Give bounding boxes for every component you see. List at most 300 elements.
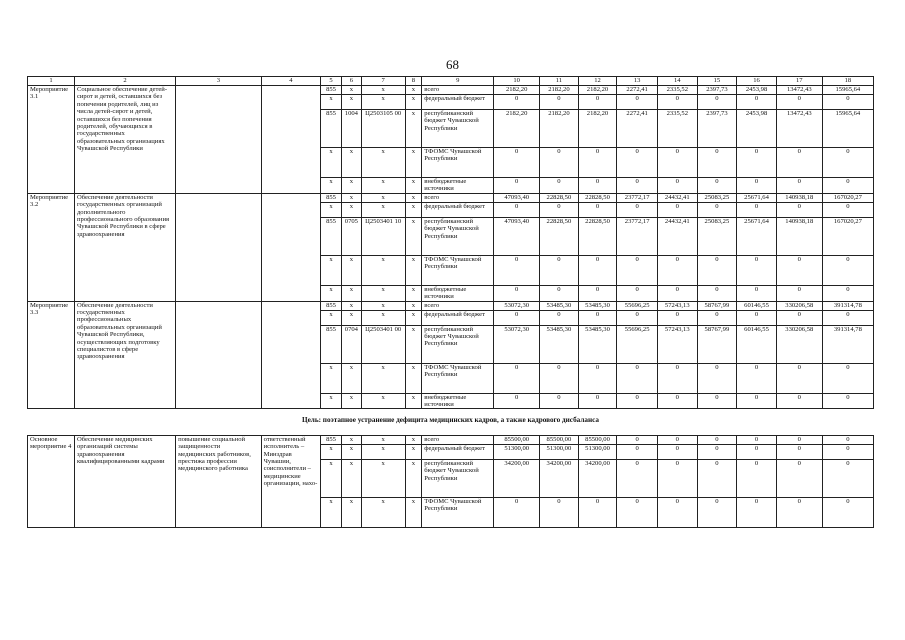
expense-type-code: x (405, 393, 422, 409)
funding-source: федеральный бюджет (422, 310, 494, 325)
amount-cell: 0 (776, 95, 822, 110)
amount-cell: 0 (737, 310, 777, 325)
amount-cell: 53485,30 (540, 325, 579, 363)
amount-cell: 0 (578, 285, 617, 301)
table-body (28, 77, 874, 528)
grbs-code: x (321, 393, 342, 409)
funding-source: ТФОМС Чувашской Республики (422, 148, 494, 178)
section-code: x (341, 255, 361, 285)
amount-cell: 0 (657, 363, 697, 393)
amount-cell: 0 (494, 497, 540, 527)
event-block-2-expected-result (176, 193, 262, 301)
funding-source: всего (422, 86, 494, 95)
funding-source: внебюджетные источники (422, 178, 494, 194)
amount-cell: 22828,50 (578, 217, 617, 255)
amount-cell: 0 (657, 95, 697, 110)
amount-cell: 0 (494, 363, 540, 393)
event-block-3-description: Обеспечение деятельности государственных профессиональных образовательных организаций Чувашской Республики, осуществляющих подготовку специалистов в сфере здравоохранения (74, 301, 175, 409)
expense-type-code: x (405, 435, 422, 444)
amount-cell: 0 (540, 363, 579, 393)
amount-cell: 60146,55 (737, 325, 777, 363)
main-event-4-row (28, 435, 874, 444)
grbs-code: 855 (321, 301, 342, 310)
section-code: 1004 (341, 110, 361, 148)
target-article-code: Ц2503105 00 (361, 110, 405, 148)
amount-cell: 0 (822, 285, 873, 301)
column-number-10: 10 (494, 77, 540, 86)
section-code: x (341, 202, 361, 217)
expense-type-code: x (405, 148, 422, 178)
amount-cell: 25083,25 (697, 217, 737, 255)
amount-cell: 51300,00 (578, 444, 617, 459)
section-code: x (341, 178, 361, 194)
amount-cell: 0 (776, 444, 822, 459)
amount-cell: 0 (494, 202, 540, 217)
section-code: x (341, 301, 361, 310)
amount-cell: 0 (737, 459, 777, 497)
amount-cell: 0 (822, 95, 873, 110)
target-article-code: x (361, 459, 405, 497)
amount-cell: 58767,99 (697, 325, 737, 363)
funding-source: федеральный бюджет (422, 95, 494, 110)
amount-cell: 0 (657, 310, 697, 325)
amount-cell: 0 (617, 148, 658, 178)
funding-source: внебюджетные источники (422, 285, 494, 301)
funding-source: республиканский бюджет Чувашской Республики (422, 217, 494, 255)
amount-cell: 0 (617, 497, 658, 527)
target-article-code: x (361, 285, 405, 301)
event-block-2-code: Мероприятие 3.2 (28, 193, 75, 301)
amount-cell: 0 (822, 310, 873, 325)
amount-cell: 0 (822, 393, 873, 409)
amount-cell: 140938,18 (776, 193, 822, 202)
amount-cell: 47093,40 (494, 217, 540, 255)
funding-source: ТФОМС Чувашской Республики (422, 363, 494, 393)
event-block-1-description: Социальное обеспечение детей-сирот и детей, оставшихся без попечения родителей, лиц из числа детей-сирот и детей, оставшихся без попечения родителей, обучающихся в государственных образовательных организациях Чувашской Республики (74, 86, 175, 194)
amount-cell: 0 (540, 497, 579, 527)
column-number-7: 7 (361, 77, 405, 86)
grbs-code: 855 (321, 110, 342, 148)
column-number-4: 4 (261, 77, 320, 86)
amount-cell: 85500,00 (540, 435, 579, 444)
section-code: x (341, 95, 361, 110)
amount-cell: 0 (737, 255, 777, 285)
column-number-18: 18 (822, 77, 873, 86)
amount-cell: 2182,20 (578, 86, 617, 95)
amount-cell: 0 (697, 363, 737, 393)
amount-cell: 0 (776, 255, 822, 285)
amount-cell: 0 (776, 178, 822, 194)
amount-cell: 0 (657, 285, 697, 301)
amount-cell: 0 (737, 363, 777, 393)
amount-cell: 0 (697, 310, 737, 325)
section-code: x (341, 435, 361, 444)
column-number-6: 6 (341, 77, 361, 86)
amount-cell: 0 (540, 95, 579, 110)
column-number-9: 9 (422, 77, 494, 86)
amount-cell: 0 (540, 255, 579, 285)
amount-cell: 0 (578, 95, 617, 110)
grbs-code: x (321, 255, 342, 285)
column-number-12: 12 (578, 77, 617, 86)
funding-source: федеральный бюджет (422, 444, 494, 459)
amount-cell: 24432,41 (657, 193, 697, 202)
column-number-5: 5 (321, 77, 342, 86)
amount-cell: 0 (737, 393, 777, 409)
amount-cell: 0 (776, 285, 822, 301)
grbs-code: 855 (321, 435, 342, 444)
amount-cell: 2453,98 (737, 86, 777, 95)
event-block-1-code: Мероприятие 3.1 (28, 86, 75, 194)
section-code: x (341, 444, 361, 459)
event-block-2-row (28, 193, 874, 202)
amount-cell: 0 (540, 148, 579, 178)
event-block-2-description: Обеспечение деятельности государственных организаций дополнительного профессионального образования Чувашской Республики в сфере здравоохранения (74, 193, 175, 301)
target-article-code: Ц2503401 10 (361, 217, 405, 255)
amount-cell: 0 (697, 202, 737, 217)
amount-cell: 0 (494, 310, 540, 325)
amount-cell: 23772,17 (617, 217, 658, 255)
amount-cell: 85500,00 (494, 435, 540, 444)
funding-source: республиканский бюджет Чувашской Республики (422, 110, 494, 148)
amount-cell: 34200,00 (578, 459, 617, 497)
amount-cell: 0 (737, 202, 777, 217)
amount-cell: 53072,30 (494, 301, 540, 310)
amount-cell: 0 (737, 497, 777, 527)
target-article-code: x (361, 86, 405, 95)
main-event-4-expected-result: повышение социальной защищенности медицинских работников, престижа профессии медицинского работника (176, 435, 262, 527)
amount-cell: 0 (737, 435, 777, 444)
section-code: x (341, 285, 361, 301)
amount-cell: 0 (657, 459, 697, 497)
amount-cell: 53485,30 (578, 301, 617, 310)
main-event-4-code: Основное мероприятие 4 (28, 435, 75, 527)
amount-cell: 0 (697, 393, 737, 409)
amount-cell: 0 (578, 363, 617, 393)
section-code: x (341, 148, 361, 178)
event-block-3-row (28, 301, 874, 310)
expense-type-code: x (405, 459, 422, 497)
grbs-code: x (321, 285, 342, 301)
target-article-code: x (361, 444, 405, 459)
amount-cell: 0 (822, 459, 873, 497)
amount-cell: 57243,13 (657, 301, 697, 310)
amount-cell: 0 (776, 459, 822, 497)
target-article-code: x (361, 255, 405, 285)
amount-cell: 55696,25 (617, 325, 658, 363)
amount-cell: 2182,20 (494, 86, 540, 95)
amount-cell: 0 (578, 393, 617, 409)
section-code: x (341, 193, 361, 202)
amount-cell: 0 (697, 459, 737, 497)
expense-type-code: x (405, 86, 422, 95)
amount-cell: 53485,30 (540, 301, 579, 310)
amount-cell: 0 (737, 178, 777, 194)
column-number-8: 8 (405, 77, 422, 86)
expense-type-code: x (405, 444, 422, 459)
amount-cell: 0 (697, 497, 737, 527)
event-block-3-code: Мероприятие 3.3 (28, 301, 75, 409)
amount-cell: 0 (540, 202, 579, 217)
target-article-code: x (361, 95, 405, 110)
budget-table (27, 76, 874, 528)
amount-cell: 0 (494, 178, 540, 194)
section-code: 0705 (341, 217, 361, 255)
amount-cell: 391314,78 (822, 325, 873, 363)
amount-cell: 2335,52 (657, 110, 697, 148)
target-article-code: Ц2503401 00 (361, 325, 405, 363)
target-article-code: x (361, 178, 405, 194)
goal-row (28, 409, 874, 435)
expense-type-code: x (405, 178, 422, 194)
amount-cell: 2182,20 (540, 86, 579, 95)
funding-source: республиканский бюджет Чувашской Республики (422, 459, 494, 497)
section-code: x (341, 363, 361, 393)
grbs-code: x (321, 95, 342, 110)
amount-cell: 0 (578, 148, 617, 178)
amount-cell: 55696,25 (617, 301, 658, 310)
amount-cell: 0 (578, 178, 617, 194)
amount-cell: 15965,64 (822, 86, 873, 95)
amount-cell: 15965,64 (822, 110, 873, 148)
amount-cell: 22828,50 (578, 193, 617, 202)
section-code: 0704 (341, 325, 361, 363)
funding-source: ТФОМС Чувашской Республики (422, 497, 494, 527)
amount-cell: 0 (697, 255, 737, 285)
amount-cell: 2335,52 (657, 86, 697, 95)
grbs-code: x (321, 497, 342, 527)
amount-cell: 51300,00 (494, 444, 540, 459)
amount-cell: 0 (578, 497, 617, 527)
section-code: x (341, 497, 361, 527)
main-event-4-description: Обеспечение медицинских организаций системы здравоохранения квалифицированными кадрами (74, 435, 175, 527)
amount-cell: 22828,50 (540, 217, 579, 255)
grbs-code: 855 (321, 217, 342, 255)
amount-cell: 0 (494, 393, 540, 409)
amount-cell: 57243,13 (657, 325, 697, 363)
amount-cell: 0 (697, 435, 737, 444)
amount-cell: 0 (617, 178, 658, 194)
amount-cell: 0 (776, 202, 822, 217)
grbs-code: x (321, 178, 342, 194)
amount-cell: 0 (540, 178, 579, 194)
amount-cell: 0 (494, 285, 540, 301)
expense-type-code: x (405, 255, 422, 285)
column-number-15: 15 (697, 77, 737, 86)
grbs-code: x (321, 310, 342, 325)
funding-source: всего (422, 435, 494, 444)
expense-type-code: x (405, 193, 422, 202)
column-number-14: 14 (657, 77, 697, 86)
column-number-2: 2 (74, 77, 175, 86)
main-event-4-responsible: ответственный исполнитель – Минздрав Чувашии, соисполнители – медицинские организации, нахо- (261, 435, 320, 527)
amount-cell: 0 (540, 393, 579, 409)
page-number: 68 (446, 57, 459, 72)
amount-cell: 0 (822, 255, 873, 285)
budget-table-container (27, 76, 874, 528)
event-block-3-responsible (261, 301, 320, 409)
target-article-code: x (361, 301, 405, 310)
amount-cell: 0 (494, 255, 540, 285)
amount-cell: 0 (617, 459, 658, 497)
amount-cell: 2272,41 (617, 86, 658, 95)
section-code: x (341, 459, 361, 497)
amount-cell: 0 (776, 363, 822, 393)
expense-type-code: x (405, 301, 422, 310)
event-block-1-row (28, 86, 874, 95)
amount-cell: 2453,98 (737, 110, 777, 148)
target-article-code: x (361, 310, 405, 325)
amount-cell: 0 (776, 497, 822, 527)
amount-cell: 24432,41 (657, 217, 697, 255)
amount-cell: 58767,99 (697, 301, 737, 310)
amount-cell: 0 (822, 435, 873, 444)
amount-cell: 391314,78 (822, 301, 873, 310)
amount-cell: 53072,30 (494, 325, 540, 363)
expense-type-code: x (405, 217, 422, 255)
amount-cell: 0 (737, 285, 777, 301)
amount-cell: 0 (617, 393, 658, 409)
expense-type-code: x (405, 497, 422, 527)
target-article-code: x (361, 363, 405, 393)
amount-cell: 0 (657, 148, 697, 178)
amount-cell: 0 (494, 148, 540, 178)
amount-cell: 0 (578, 310, 617, 325)
amount-cell: 85500,00 (578, 435, 617, 444)
goal-text: Цель: поэтапное устранение дефицита медицинских кадров, а также кадрового дисбаланса (28, 409, 874, 435)
expense-type-code: x (405, 285, 422, 301)
section-code: x (341, 310, 361, 325)
target-article-code: x (361, 193, 405, 202)
event-block-3-expected-result (176, 301, 262, 409)
amount-cell: 167020,27 (822, 217, 873, 255)
grbs-code: x (321, 459, 342, 497)
event-block-1-expected-result (176, 86, 262, 194)
amount-cell: 0 (776, 148, 822, 178)
target-article-code: x (361, 202, 405, 217)
amount-cell: 0 (737, 148, 777, 178)
amount-cell: 0 (494, 95, 540, 110)
column-number-3: 3 (176, 77, 262, 86)
expense-type-code: x (405, 325, 422, 363)
expense-type-code: x (405, 110, 422, 148)
funding-source: всего (422, 193, 494, 202)
amount-cell: 0 (776, 310, 822, 325)
funding-source: ТФОМС Чувашской Республики (422, 255, 494, 285)
amount-cell: 22828,50 (540, 193, 579, 202)
amount-cell: 0 (657, 497, 697, 527)
amount-cell: 0 (822, 444, 873, 459)
amount-cell: 167020,27 (822, 193, 873, 202)
amount-cell: 2272,41 (617, 110, 658, 148)
amount-cell: 51300,00 (540, 444, 579, 459)
grbs-code: x (321, 148, 342, 178)
grbs-code: x (321, 444, 342, 459)
grbs-code: x (321, 202, 342, 217)
amount-cell: 0 (617, 363, 658, 393)
expense-type-code: x (405, 310, 422, 325)
amount-cell: 0 (617, 202, 658, 217)
amount-cell: 0 (822, 497, 873, 527)
column-number-13: 13 (617, 77, 658, 86)
amount-cell: 2182,20 (494, 110, 540, 148)
amount-cell: 0 (697, 148, 737, 178)
amount-cell: 0 (657, 255, 697, 285)
amount-cell: 0 (617, 444, 658, 459)
column-number-row (28, 77, 874, 86)
grbs-code: 855 (321, 325, 342, 363)
amount-cell: 0 (657, 178, 697, 194)
amount-cell: 0 (540, 310, 579, 325)
event-block-2-responsible (261, 193, 320, 301)
amount-cell: 0 (822, 363, 873, 393)
amount-cell: 0 (657, 393, 697, 409)
amount-cell: 0 (822, 178, 873, 194)
amount-cell: 0 (737, 95, 777, 110)
amount-cell: 0 (822, 202, 873, 217)
amount-cell: 60146,55 (737, 301, 777, 310)
section-code: x (341, 393, 361, 409)
expense-type-code: x (405, 363, 422, 393)
event-block-1-responsible (261, 86, 320, 194)
amount-cell: 25671,64 (737, 193, 777, 202)
amount-cell: 53485,30 (578, 325, 617, 363)
amount-cell: 2182,20 (540, 110, 579, 148)
amount-cell: 0 (657, 202, 697, 217)
column-number-11: 11 (540, 77, 579, 86)
amount-cell: 34200,00 (494, 459, 540, 497)
amount-cell: 0 (540, 285, 579, 301)
amount-cell: 47093,40 (494, 193, 540, 202)
grbs-code: 855 (321, 86, 342, 95)
amount-cell: 0 (617, 310, 658, 325)
column-number-16: 16 (737, 77, 777, 86)
amount-cell: 0 (776, 393, 822, 409)
amount-cell: 0 (578, 255, 617, 285)
funding-source: внебюджетные источники (422, 393, 494, 409)
amount-cell: 0 (776, 435, 822, 444)
amount-cell: 0 (617, 95, 658, 110)
amount-cell: 13472,43 (776, 110, 822, 148)
amount-cell: 140938,18 (776, 217, 822, 255)
amount-cell: 2182,20 (578, 110, 617, 148)
amount-cell: 25083,25 (697, 193, 737, 202)
amount-cell: 23772,17 (617, 193, 658, 202)
target-article-code: x (361, 393, 405, 409)
amount-cell: 13472,43 (776, 86, 822, 95)
column-number-1: 1 (28, 77, 75, 86)
amount-cell: 0 (617, 255, 658, 285)
grbs-code: x (321, 363, 342, 393)
amount-cell: 330206,58 (776, 301, 822, 310)
expense-type-code: x (405, 95, 422, 110)
amount-cell: 0 (617, 285, 658, 301)
amount-cell: 2397,73 (697, 86, 737, 95)
amount-cell: 34200,00 (540, 459, 579, 497)
amount-cell: 0 (697, 444, 737, 459)
target-article-code: x (361, 435, 405, 444)
funding-source: федеральный бюджет (422, 202, 494, 217)
amount-cell: 0 (578, 202, 617, 217)
amount-cell: 0 (657, 435, 697, 444)
funding-source: республиканский бюджет Чувашской Республики (422, 325, 494, 363)
amount-cell: 0 (697, 285, 737, 301)
amount-cell: 0 (697, 178, 737, 194)
target-article-code: x (361, 148, 405, 178)
amount-cell: 25671,64 (737, 217, 777, 255)
expense-type-code: x (405, 202, 422, 217)
section-code: x (341, 86, 361, 95)
